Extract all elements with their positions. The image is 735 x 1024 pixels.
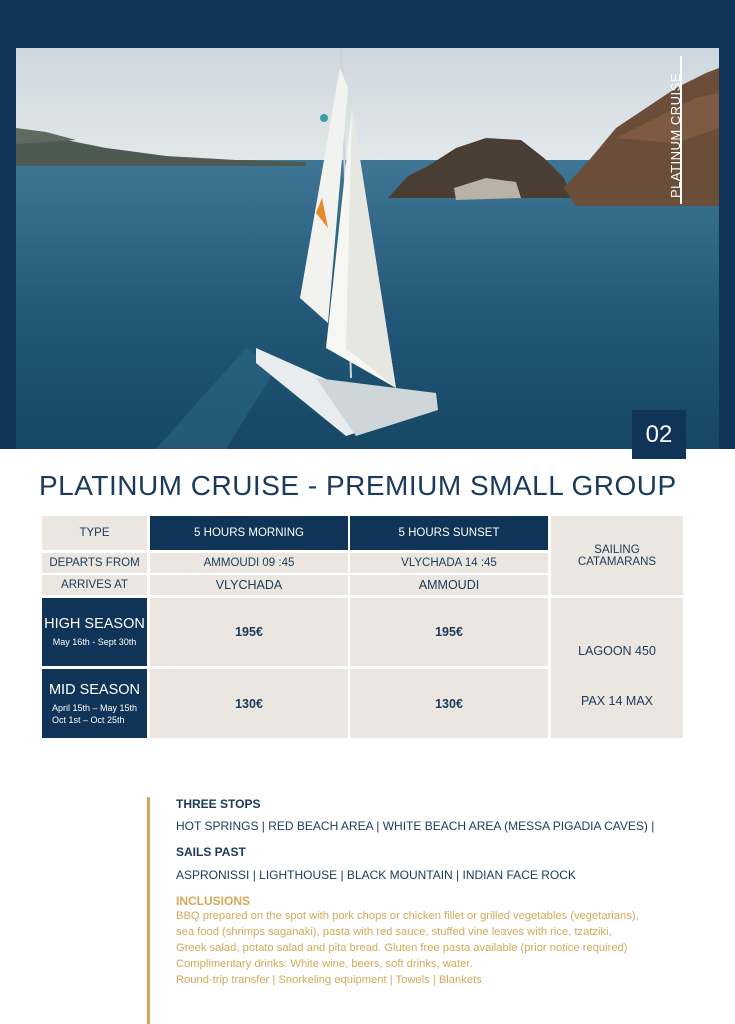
arrives-label-cell: ARRIVES AT bbox=[42, 575, 147, 595]
mid-season-sunset-price: 130€ bbox=[350, 669, 548, 738]
mid-season-dates bbox=[52, 702, 137, 726]
departs-label-cell: DEPARTS FROM bbox=[42, 553, 147, 573]
boat-spec-cell bbox=[551, 598, 683, 738]
morning-header-cell: 5 HOURS MORNING bbox=[150, 516, 348, 550]
high-season-morning-price: 195€ bbox=[150, 598, 348, 666]
boat-capacity: PAX 14 MAX bbox=[580, 694, 654, 708]
arrives-sunset-cell: AMMOUDI bbox=[350, 575, 548, 595]
vertical-label-text: PLATINUM CRUISE bbox=[668, 73, 683, 198]
mid-season-dates-line2: Oct 1st – Oct 25th bbox=[51, 714, 125, 725]
high-season-sunset-price: 195€ bbox=[350, 598, 548, 666]
stops-text: HOT SPRINGS | RED BEACH AREA | WHITE BEACH AREA (MESSA PIGADIA CAVES) | bbox=[176, 819, 655, 833]
inclusions-line: Complimentary drinks: White wine, beers, soft drinks, water. bbox=[176, 958, 473, 970]
inclusions-line: sea food (shrimps saganaki), pasta with red sauce, stuffed vine leaves with rice, tzatziki, bbox=[176, 926, 612, 938]
catamaran-photo bbox=[16, 48, 719, 449]
sailing-label-line1: SAILING bbox=[594, 543, 640, 556]
high-season-title: HIGH SEASON bbox=[44, 616, 145, 632]
inclusions-line: Greek salad, potato salad and pita bread. Gluten free pasta available (prior notice required) bbox=[176, 942, 628, 954]
schedule-table bbox=[42, 516, 683, 738]
sails-heading: SAILS PAST bbox=[176, 845, 246, 859]
stops-heading: THREE STOPS bbox=[176, 797, 261, 811]
mid-season-dates-line1: April 15th – May 15th bbox=[51, 702, 138, 713]
inclusions-heading: INCLUSIONS bbox=[176, 894, 251, 908]
sunset-header-cell: 5 HOURS SUNSET bbox=[350, 516, 548, 550]
type-label-cell: TYPE bbox=[42, 516, 147, 550]
boat-model: LAGOON 450 bbox=[578, 644, 656, 658]
high-season-dates: May 16th - Sept 30th bbox=[52, 637, 137, 647]
high-season-cell bbox=[42, 598, 147, 666]
mid-season-title: MID SEASON bbox=[48, 681, 141, 698]
mid-season-morning-price: 130€ bbox=[150, 669, 348, 738]
departs-morning-cell: AMMOUDI 09 :45 bbox=[150, 553, 348, 573]
inclusions-line: Round-trip transfer | Snorkeling equipment | Towels | Blankets bbox=[176, 974, 482, 986]
sails-text: ASPRONISSI | LIGHTHOUSE | BLACK MOUNTAIN | INDIAN FACE ROCK bbox=[176, 868, 576, 882]
page-number: 02 bbox=[632, 410, 686, 459]
tour-info-section bbox=[147, 797, 707, 1024]
vertical-section-label bbox=[652, 56, 682, 204]
departs-sunset-cell: VLYCHADA 14 :45 bbox=[350, 553, 548, 573]
arrives-morning-cell: VLYCHADA bbox=[150, 575, 348, 595]
mid-season-cell bbox=[42, 669, 147, 738]
inclusions-line: BBQ prepared on the spot with pork chops or chicken fillet or grilled vegetables (vegetarians), bbox=[176, 910, 639, 922]
page-title: PLATINUM CRUISE - PREMIUM SMALL GROUP bbox=[39, 470, 677, 501]
sailing-label-line2: CATAMARANS bbox=[577, 555, 657, 568]
sailing-catamarans-cell bbox=[551, 516, 683, 595]
